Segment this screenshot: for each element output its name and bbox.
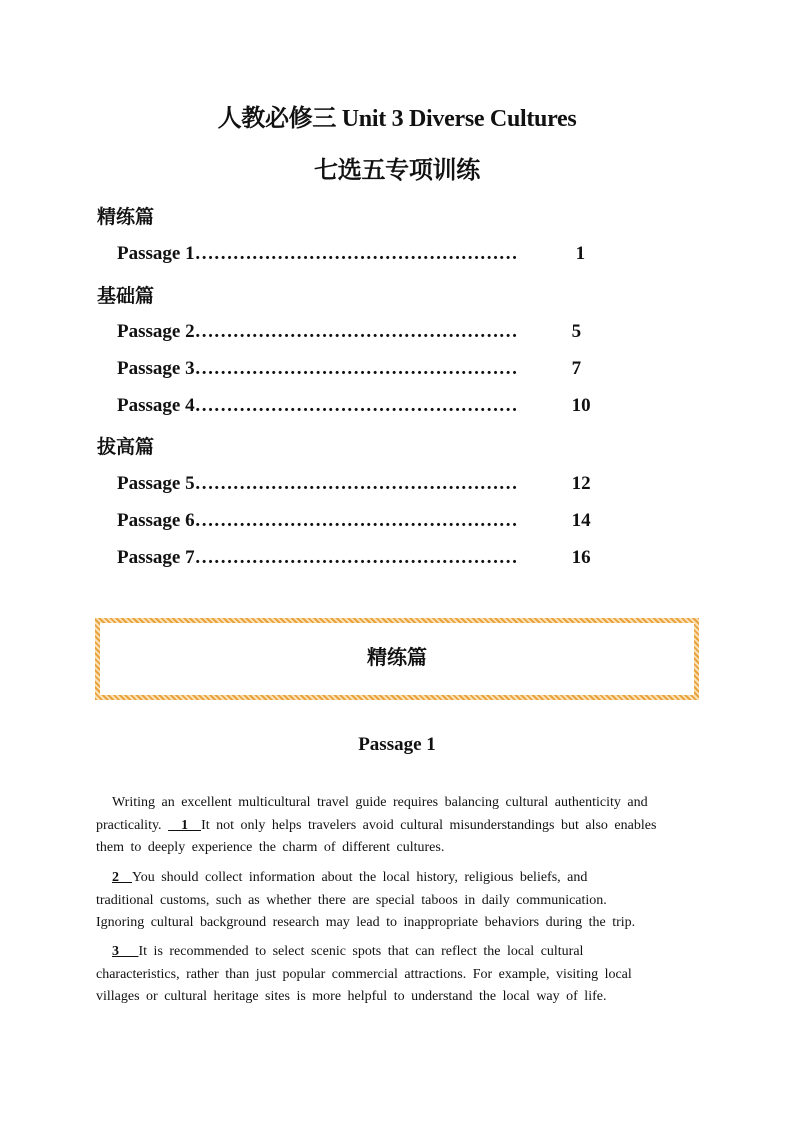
line-text: practicality. xyxy=(96,817,162,833)
toc-entry-label: Passage 5 xyxy=(117,473,195,494)
line-text: It not only helps travelers avoid cultural misunderstandings but also enables xyxy=(201,817,657,833)
toc-dot-leader: …………………………………………… xyxy=(194,243,518,264)
toc-section-heading: 基础篇 xyxy=(97,286,155,307)
toc-entry-label: Passage 2 xyxy=(117,321,195,342)
paragraph-line: Writing an excellent multicultural travel guide requires balancing cultural authenticity and xyxy=(112,795,648,810)
toc-entry-label: Passage 6 xyxy=(117,510,195,531)
toc-dot-leader: …………………………………………… xyxy=(194,358,518,379)
line-text: You should collect information about the local history, religious beliefs, and xyxy=(132,870,588,885)
toc-entry[interactable] xyxy=(117,547,591,569)
passage-paragraph xyxy=(96,792,690,860)
toc-entry-page: 14 xyxy=(571,510,591,531)
toc-dot-leader: …………………………………………… xyxy=(194,321,518,342)
toc-entry-page: 12 xyxy=(571,473,591,494)
toc-entry-label: Passage 3 xyxy=(117,358,195,379)
passage-paragraph xyxy=(96,941,690,1009)
toc-entry-label: Passage 4 xyxy=(117,395,195,416)
toc-entry[interactable] xyxy=(117,395,591,417)
paragraph-line: villages or cultural heritage sites is more helpful to understand the local way of life. xyxy=(96,989,607,1004)
toc-entry-page: 7 xyxy=(571,358,582,379)
toc-entry[interactable] xyxy=(117,358,581,380)
answer-blank-1[interactable]: 1 xyxy=(168,817,202,833)
toc-entry[interactable] xyxy=(117,473,591,495)
toc-dot-leader: …………………………………………… xyxy=(194,395,518,416)
paragraph-line: traditional customs, such as whether there are special taboos in daily communication. xyxy=(96,892,607,908)
toc-entry-page: 5 xyxy=(571,321,582,342)
toc-entry-page: 10 xyxy=(571,395,591,416)
toc-entry-page: 16 xyxy=(571,547,591,568)
section-banner-title: 精练篇 xyxy=(367,647,427,669)
toc-entry-page: 1 xyxy=(575,243,586,264)
paragraph-line xyxy=(96,867,690,890)
toc-entry-label: Passage 1 xyxy=(117,243,195,264)
toc-section-heading: 拔高篇 xyxy=(97,437,155,458)
paragraph-line: them to deeply experience the charm of different cultures. xyxy=(96,840,445,855)
passage-title: Passage 1 xyxy=(358,734,436,755)
answer-blank-3[interactable]: 3 xyxy=(112,944,139,959)
paragraph-line: characteristics, rather than just popular commercial attractions. For example, visiting local xyxy=(96,966,632,982)
line-text: It is recommended to select scenic spots that can reflect the local cultural xyxy=(138,944,584,959)
toc-entry-label: Passage 7 xyxy=(117,547,195,568)
toc-dot-leader: …………………………………………… xyxy=(194,510,518,531)
answer-blank-2[interactable]: 2 xyxy=(112,870,132,885)
document-title: 人教必修三 Unit 3 Diverse Cultures xyxy=(217,106,577,132)
section-banner xyxy=(95,618,699,700)
document-subtitle: 七选五专项训练 xyxy=(314,158,480,184)
paragraph-line xyxy=(96,941,690,964)
passage-paragraph xyxy=(96,867,690,935)
toc-entry[interactable] xyxy=(117,321,581,343)
toc-dot-leader: …………………………………………… xyxy=(194,547,518,568)
toc-entry[interactable] xyxy=(117,510,591,532)
toc-entry[interactable] xyxy=(117,243,585,265)
paragraph-line xyxy=(96,815,690,838)
toc-dot-leader: …………………………………………… xyxy=(194,473,518,494)
toc-section-heading: 精练篇 xyxy=(97,207,155,228)
paragraph-line: Ignoring cultural background research may lead to inappropriate behaviors during the trip. xyxy=(96,915,636,930)
